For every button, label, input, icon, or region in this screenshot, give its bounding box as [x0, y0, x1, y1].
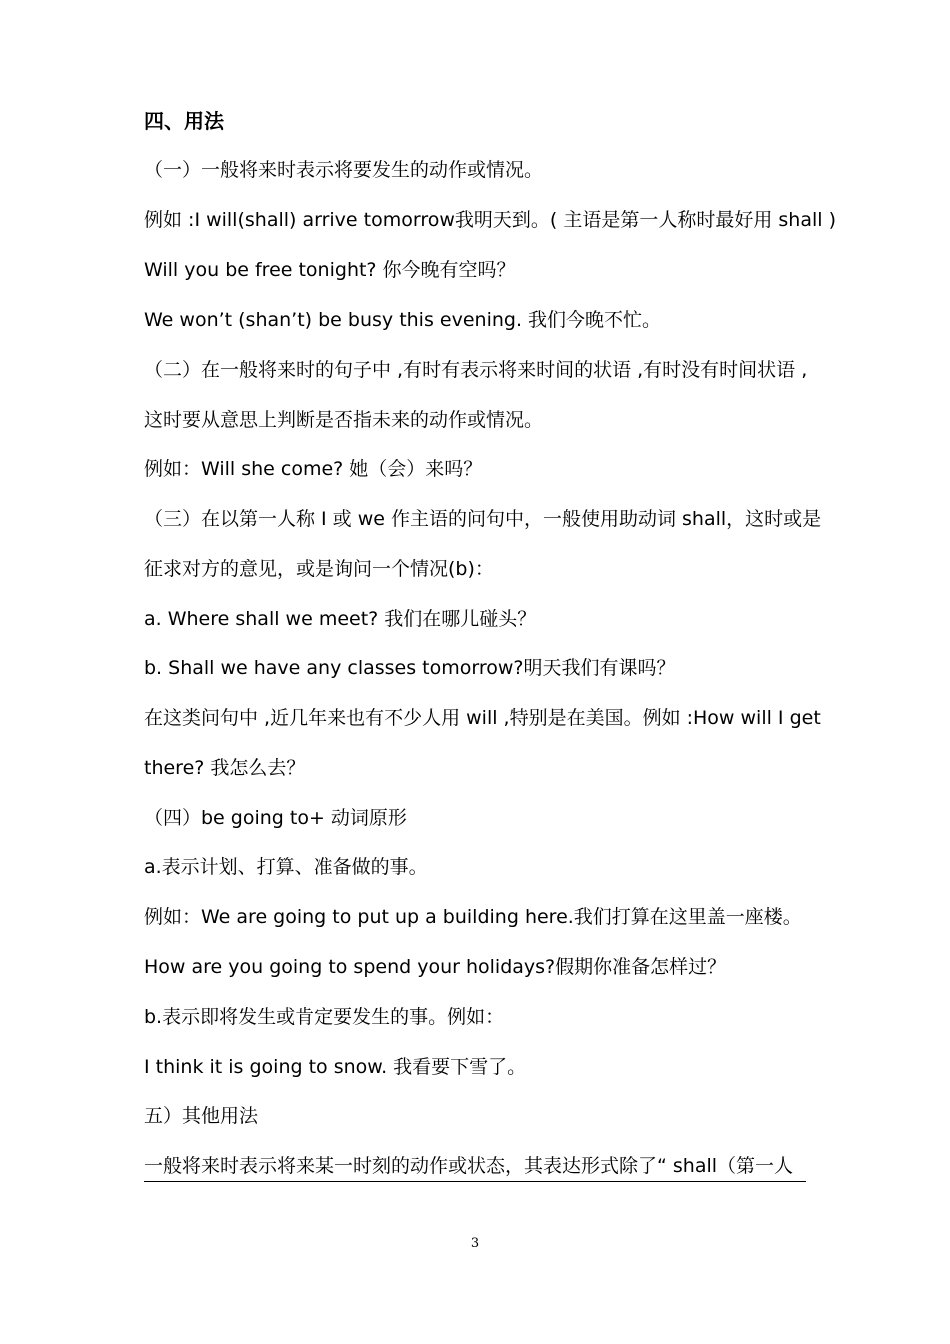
text-line-1: （一）一般将来时表示将要发生的动作或情况。	[144, 159, 544, 181]
text-line-6: 这时要从意思上判断是否指未来的动作或情况。	[144, 409, 544, 431]
text-line-9: 征求对方的意见，或是询问一个情况(b)：	[144, 558, 494, 580]
text-line-18: b.表示即将发生或肯定要发生的事。例如：	[144, 1006, 505, 1028]
section-heading: 四、用法	[144, 109, 224, 133]
text-line-14: （四）be going to+ 动词原形	[144, 807, 407, 829]
text-line-5: （二）在一般将来时的句子中 ,有时有表示将来时间的状语 ,有时没有时间状语 ,	[144, 359, 808, 381]
text-line-20: 五）其他用法	[144, 1105, 259, 1127]
text-line-11: b. Shall we have any classes tomorrow?明天我们有课吗？	[144, 657, 676, 679]
text-line-13: there? 我怎么去？	[144, 757, 306, 779]
text-line-15: a.表示计划、打算、准备做的事。	[144, 856, 428, 878]
text-line-21-underlined: 一般将来时表示将来某一时刻的动作或状态，其表达形式除了“ shall（第一人	[144, 1153, 806, 1182]
text-line-4: We won’t (shan’t) be busy this evening. 我们今晚不忙。	[144, 309, 662, 331]
text-line-16: 例如：We are going to put up a building here.我们打算在这里盖一座楼。	[144, 906, 802, 928]
text-line-8: （三）在以第一人称 I 或 we 作主语的问句中，一般使用助动词 shall，这时或是	[144, 508, 822, 530]
text-line-10: a. Where shall we meet? 我们在哪儿碰头？	[144, 608, 537, 630]
text-line-7: 例如：Will she come? 她（会）来吗？	[144, 458, 483, 480]
text-line-2: 例如 :I will(shall) arrive tomorrow我明天到。( 主语是第一人称时最好用 shall )	[144, 209, 836, 231]
text-line-19: I think it is going to snow. 我看要下雪了。	[144, 1056, 527, 1078]
text-line-3: Will you be free tonight? 你今晚有空吗？	[144, 259, 516, 281]
page-number: 3	[470, 1236, 480, 1251]
text-line-12: 在这类问句中 ,近几年来也有不少人用 will ,特别是在美国。例如 :How will I get	[144, 707, 821, 729]
text-line-17: How are you going to spend your holidays?假期你准备怎样过？	[144, 956, 727, 978]
